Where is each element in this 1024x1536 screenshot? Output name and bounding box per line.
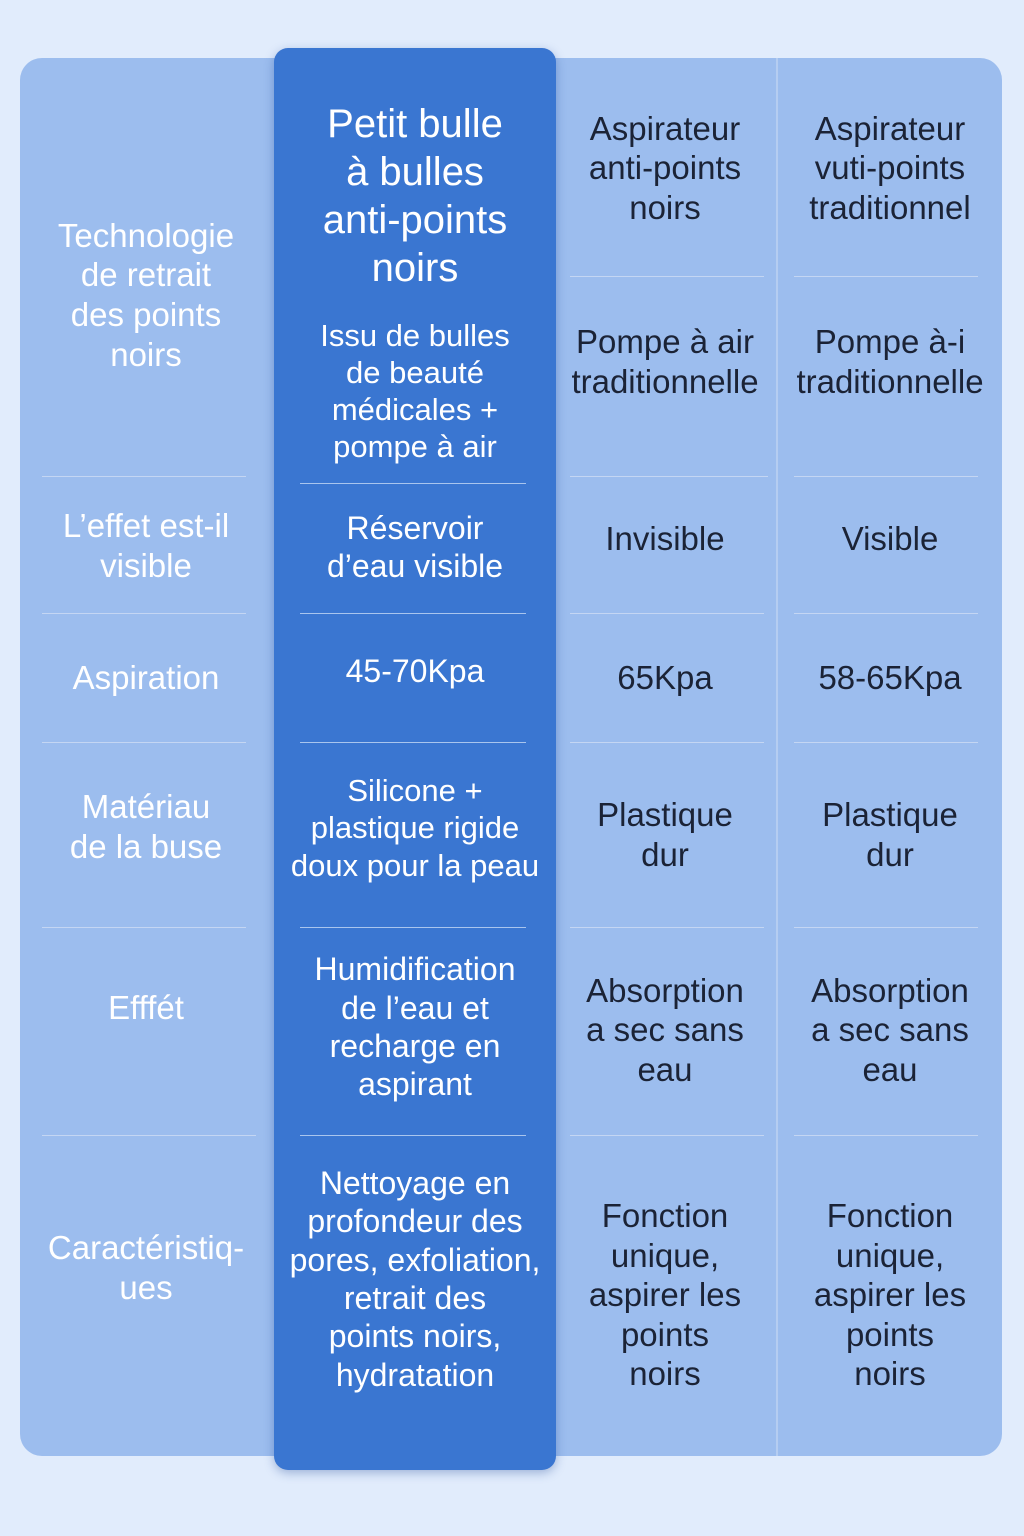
row-divider	[300, 483, 526, 484]
row-divider	[300, 613, 526, 614]
product-3-visibility-value: Visible	[841, 520, 939, 558]
featured-product-header: Petit bulle à bulles anti-points noirs	[322, 102, 508, 290]
product-2-characteristics-value: Fonction unique, aspirer les points noirs	[588, 1197, 742, 1393]
row-divider	[794, 1135, 978, 1136]
row-divider	[300, 1135, 526, 1136]
row-divider	[570, 276, 764, 277]
row-label-effect: Efffét	[108, 989, 184, 1027]
product-2-header: Aspirateur anti-points noirs	[588, 109, 742, 226]
product-2-technology-value: Pompe à air traditionnelle	[571, 323, 759, 400]
featured-technology-value: Issu de bulles de beauté médicales + pompe à air	[320, 317, 510, 465]
row-label-characteristics: Caractéristiq- ues	[47, 1229, 245, 1306]
featured-visibility-value: Réservoir d’eau visible	[326, 509, 504, 584]
row-divider	[794, 742, 978, 743]
product-2-aspiration-value: 65Kpa	[617, 659, 713, 697]
row-divider	[570, 613, 764, 614]
row-divider	[570, 742, 764, 743]
row-divider	[42, 927, 246, 928]
row-divider	[42, 1135, 256, 1136]
featured-aspiration-value: 45-70Kpa	[345, 652, 485, 689]
product-2-nozzle-material-value: Plastique dur	[597, 796, 733, 873]
product-3-header: Aspirateur vuti-points traditionnel	[809, 109, 971, 226]
row-divider	[42, 742, 246, 743]
column-divider	[776, 58, 778, 1456]
featured-effect-value: Humidification de l’eau et recharge en aspirant	[314, 951, 516, 1103]
row-divider	[42, 476, 246, 477]
row-divider	[570, 476, 768, 477]
row-divider	[570, 1135, 764, 1136]
row-label-aspiration: Aspiration	[72, 659, 220, 697]
row-label-technology: Technologie de retrait des points noirs	[57, 216, 235, 373]
product-2-effect-value: Absorption a sec sans eau	[586, 971, 744, 1088]
row-divider	[794, 927, 978, 928]
row-divider	[300, 742, 526, 743]
product-3-characteristics-value: Fonction unique, aspirer les points noirs	[813, 1197, 967, 1393]
product-3-effect-value: Absorption a sec sans eau	[811, 971, 969, 1088]
product-3-technology-value: Pompe à-i traditionnelle	[796, 323, 984, 400]
row-divider	[570, 927, 764, 928]
row-divider	[42, 613, 246, 614]
featured-nozzle-material-value: Silicone + plastique rigide doux pour la peau	[290, 773, 540, 883]
product-3-nozzle-material-value: Plastique dur	[822, 796, 958, 873]
row-label-visibility: L’effet est-il visible	[62, 507, 230, 584]
featured-characteristics-value: Nettoyage en profondeur des pores, exfoliation, retrait des points noirs, hydratation	[289, 1164, 541, 1393]
product-3-aspiration-value: 58-65Kpa	[818, 659, 962, 697]
row-divider	[300, 927, 526, 928]
row-divider	[794, 476, 978, 477]
row-divider	[794, 276, 978, 277]
product-2-visibility-value: Invisible	[605, 520, 725, 558]
row-label-nozzle-material: Matériau de la buse	[69, 788, 223, 865]
row-divider	[794, 613, 978, 614]
